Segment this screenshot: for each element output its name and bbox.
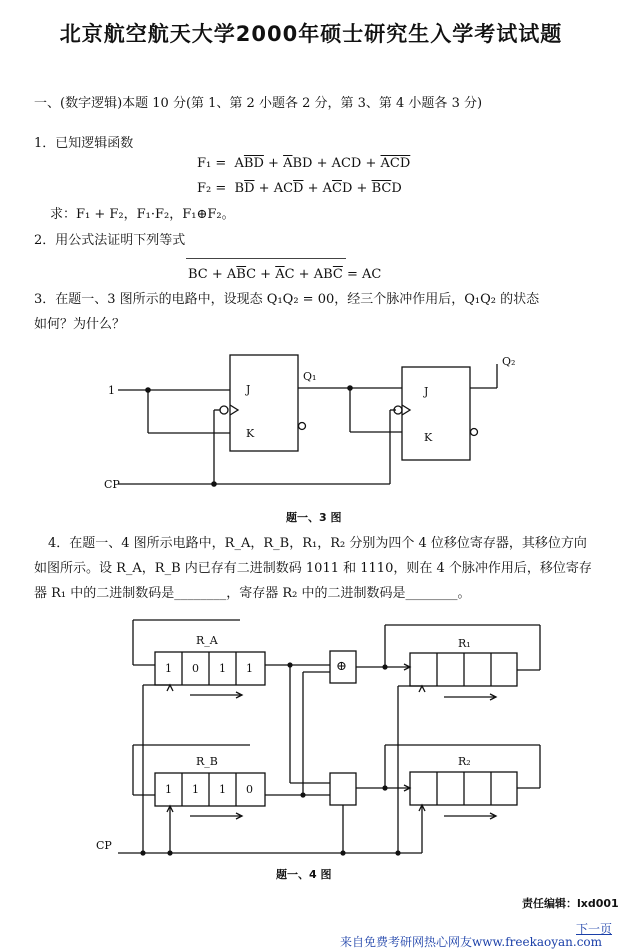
q1-f2-formula	[197, 181, 402, 197]
rb-bit-0: 1	[165, 783, 172, 796]
f2-t3: D +	[341, 181, 372, 196]
ra-bit-1: 0	[192, 662, 199, 675]
f1-t1: +	[263, 156, 284, 171]
q4-figure-caption: 题一、4 图	[276, 868, 332, 881]
ff1-j-label: J	[246, 383, 251, 396]
f2-t3-bar: $\overline{BC}$	[371, 181, 392, 196]
q3-q1-label: Q₁	[303, 370, 317, 383]
lower-gate-box	[330, 773, 356, 805]
q4-line1: 4．在题一、4 图所示电路中，R_A，R_B，R₁，R₂ 分别为四个 4 位移位寄存器，其移位方向	[48, 536, 587, 551]
ff2-j-label: J	[424, 385, 429, 398]
ff2-box	[402, 367, 470, 460]
f2-t2-bar: $\overline{C}$	[332, 181, 342, 196]
q3-line1: 3．在题一、3 图所示的电路中，设现态 Q₁Q₂ = 00，经三个脉冲作用后，Q₁Q₂ 的状态	[34, 292, 540, 307]
xor-symbol-icon: ⊕	[336, 659, 347, 674]
source-footer[interactable]: 来自免费考研网热心网友www.freekaoyan.com	[340, 935, 603, 949]
ff1-box	[230, 355, 298, 451]
q4-line3: 器 R₁ 中的二进制数码是________，寄存器 R₂ 中的二进制数码是________。	[34, 586, 471, 601]
ff2-k-label: K	[424, 431, 433, 444]
rb-bit-1: 1	[192, 783, 199, 796]
ra-bit-2: 1	[219, 662, 226, 675]
f1-t0-bar: $\overline{BD}$	[243, 156, 264, 171]
q3-input-label: 1	[108, 384, 115, 397]
q1-f1-formula	[197, 156, 410, 172]
q2-equation	[188, 267, 381, 283]
eq-p3: = AC	[342, 267, 382, 282]
ra-bit-3: 1	[246, 662, 253, 675]
f2-t1: + AC	[254, 181, 294, 196]
f2-t0: B	[234, 181, 245, 196]
f1-t0: A	[234, 156, 244, 171]
ra-label: R_A	[196, 634, 218, 647]
rb-bit-3: 0	[246, 783, 253, 796]
q1-label: 1．已知逻辑函数	[34, 136, 134, 151]
eq-p0-bar: $\overline{B}$	[236, 267, 247, 282]
r1-box	[410, 653, 517, 686]
f1-lhs: F₁ =	[197, 156, 227, 171]
f1-t1-bar: $\overline{A}$	[283, 156, 293, 171]
rb-label: R_B	[196, 755, 218, 768]
f1-t2-bar: $\overline{ACD}$	[380, 156, 411, 171]
q3-cp-label: CP	[104, 478, 120, 491]
rb-bit-2: 1	[219, 783, 226, 796]
editor-credit: 责任编辑：lxd001	[522, 897, 619, 910]
r2-box	[410, 772, 517, 805]
q3-figure-caption: 题一、3 图	[286, 511, 342, 524]
f2-lhs: F₂ =	[197, 181, 227, 196]
q4-cp-label: CP	[96, 839, 112, 852]
f2-t2: + A	[303, 181, 333, 196]
q4-line2: 如图所示。设 R_A，R_B 内已存有二进制数码 1011 和 1110，则在 4 个脉冲作用后，移位寄存	[34, 561, 592, 576]
q2-label: 2．用公式法证明下列等式	[34, 233, 186, 248]
q2-long-overbar	[186, 258, 346, 259]
f2-t0-bar: $\overline{D}$	[244, 181, 255, 196]
eq-p0: BC + A	[188, 267, 237, 282]
r1-label: R₁	[458, 637, 471, 650]
r2-label: R₂	[458, 755, 471, 768]
section-header: 一、(数字逻辑)本题 10 分(第 1、第 2 小题各 2 分，第 3、第 4 小题各 3 分)	[34, 96, 483, 111]
q1-ask: 求：F₁ + F₂，F₁·F₂，F₁⊕F₂。	[50, 207, 235, 222]
f1-t2: BD + ACD +	[292, 156, 381, 171]
ff1-k-label: K	[246, 427, 255, 440]
eq-p2: C + AB	[284, 267, 333, 282]
f2-t1-bar: $\overline{D}$	[293, 181, 304, 196]
f2-t4: D	[391, 181, 402, 196]
eq-p1: C +	[246, 267, 276, 282]
next-page-link[interactable]: 下一页	[576, 922, 613, 936]
page-title: 北京航空航天大学2000年硕士研究生入学考试试题	[59, 22, 563, 46]
q3-line2: 如何？为什么？	[34, 317, 126, 332]
q3-q2-label: Q₂	[502, 355, 516, 368]
eq-p2-bar: $\overline{C}$	[332, 267, 343, 282]
eq-p1-bar: $\overline{A}$	[275, 267, 285, 282]
ra-bit-0: 1	[165, 662, 172, 675]
